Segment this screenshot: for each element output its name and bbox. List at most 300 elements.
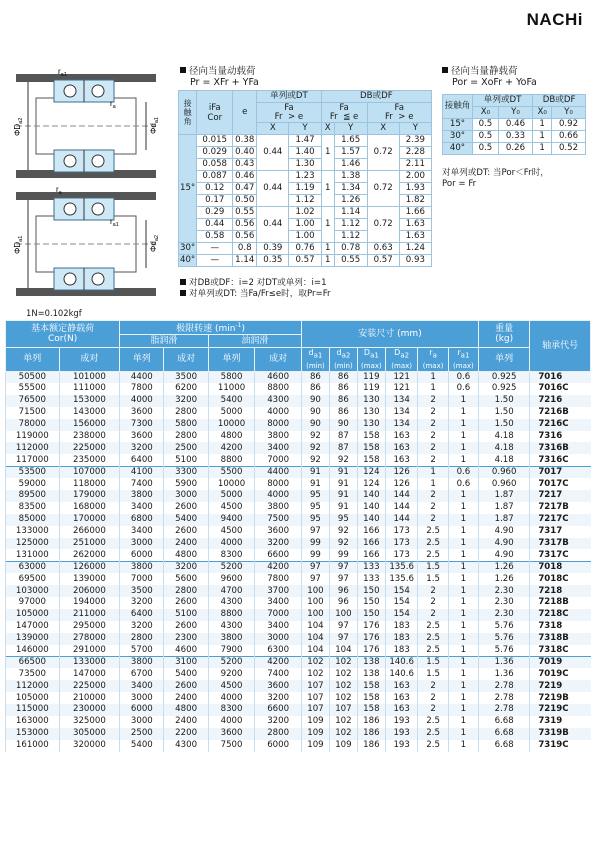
- dynamic-cell: 1: [321, 207, 334, 243]
- table-cell: 100: [329, 609, 357, 621]
- dynamic-cell: 1.00: [289, 231, 321, 243]
- dynamic-cell: 1.46: [334, 159, 367, 171]
- bearing-code-cell: 7218B: [530, 597, 591, 609]
- table-cell: 99: [301, 538, 329, 550]
- table-cell: 5000: [208, 490, 255, 502]
- hdr-x: X: [321, 123, 334, 135]
- table-cell: 5100: [164, 609, 208, 621]
- table-cell: 6.68: [479, 716, 530, 728]
- table-cell: 4600: [255, 371, 302, 383]
- table-cell: 325000: [59, 716, 120, 728]
- table-cell: 5.76: [479, 645, 530, 657]
- table-cell: 2.78: [479, 692, 530, 704]
- table-row: [6, 454, 591, 466]
- table-cell: 6800: [120, 514, 164, 526]
- table-row: [6, 538, 591, 550]
- table-cell: 4.90: [479, 526, 530, 538]
- table-cell: 2.78: [479, 704, 530, 716]
- table-cell: 7400: [255, 668, 302, 680]
- table-cell: 3200: [120, 597, 164, 609]
- table-cell: 90: [301, 395, 329, 407]
- table-row: [6, 561, 591, 573]
- table-row: [6, 502, 591, 514]
- table-cell: 97000: [6, 597, 60, 609]
- table-cell: 5400: [164, 668, 208, 680]
- bearing-code-cell: 7218C: [530, 609, 591, 621]
- hdr-fa-fr-gt-2: Fa Fr > e: [367, 103, 431, 123]
- table-cell: 107000: [59, 466, 120, 478]
- table-row: [6, 704, 591, 716]
- bearing-code-cell: 7217: [530, 490, 591, 502]
- dynamic-row: [179, 255, 432, 267]
- table-cell: 3600: [120, 407, 164, 419]
- table-row: [6, 621, 591, 633]
- table-cell: 3200: [255, 692, 302, 704]
- table-cell: 3600: [255, 680, 302, 692]
- table-cell: 3500: [164, 371, 208, 383]
- bearing-code-cell: 7016: [530, 371, 591, 383]
- table-cell: 0.6: [448, 478, 478, 490]
- dynamic-cell: 2.00: [399, 171, 431, 183]
- table-cell: 97: [329, 561, 357, 573]
- table-cell: 104: [329, 645, 357, 657]
- table-cell: 5.76: [479, 633, 530, 645]
- table-cell: 102: [329, 668, 357, 680]
- bearing-code-cell: 7318C: [530, 645, 591, 657]
- table-cell: 4200: [255, 561, 302, 573]
- static-cell: 0.92: [552, 119, 586, 131]
- table-row: [6, 656, 591, 668]
- hdr-single: 单列: [6, 348, 60, 372]
- table-cell: 102: [329, 692, 357, 704]
- table-cell: 238000: [59, 431, 120, 443]
- static-cell: 0.5: [473, 143, 499, 155]
- table-cell: 183: [385, 645, 418, 657]
- table-cell: 96: [329, 597, 357, 609]
- table-cell: 183: [385, 621, 418, 633]
- table-cell: 147000: [6, 621, 60, 633]
- table-cell: 1: [418, 466, 448, 478]
- table-row: [6, 728, 591, 740]
- table-cell: 126000: [59, 561, 120, 573]
- table-cell: 4800: [208, 431, 255, 443]
- table-row: [6, 549, 591, 561]
- dynamic-cell: 0.058: [197, 159, 233, 171]
- table-cell: 1.87: [479, 490, 530, 502]
- table-cell: 4.18: [479, 454, 530, 466]
- table-cell: 150: [357, 597, 385, 609]
- label-Da1: $\Phi D_{a1}$: [13, 235, 24, 254]
- dynamic-cell: 1.57: [334, 147, 367, 159]
- dynamic-cell: 0.50: [233, 195, 257, 207]
- table-cell: 2400: [164, 538, 208, 550]
- dynamic-cell: 1.93: [399, 183, 431, 195]
- table-cell: 1: [448, 431, 478, 443]
- dynamic-cell: 0.44: [257, 171, 289, 207]
- table-cell: 2: [418, 597, 448, 609]
- table-cell: 4700: [208, 585, 255, 597]
- table-cell: 126: [385, 478, 418, 490]
- table-cell: 131000: [6, 549, 60, 561]
- table-cell: 119000: [6, 431, 60, 443]
- table-cell: 3600: [255, 526, 302, 538]
- dynamic-cell: 1.47: [289, 135, 321, 147]
- table-cell: 112000: [6, 680, 60, 692]
- table-row: [6, 478, 591, 490]
- hdr-Da2: $D_{a2}$ (max): [385, 348, 418, 372]
- table-cell: 5800: [208, 371, 255, 383]
- table-cell: 2800: [120, 633, 164, 645]
- dynamic-cell: 2.39: [399, 135, 431, 147]
- label-da1: $\Phi d_{a1}$: [149, 117, 160, 134]
- table-cell: 3800: [255, 502, 302, 514]
- dynamic-cell: 0.47: [233, 183, 257, 195]
- dynamic-row: [179, 171, 432, 183]
- table-cell: 130: [357, 419, 385, 431]
- table-row: [6, 716, 591, 728]
- table-cell: 89500: [6, 490, 60, 502]
- bearing-code-cell: 7016C: [530, 383, 591, 395]
- table-cell: 133000: [59, 656, 120, 668]
- hdr-ra1: $r_{a1}$ (max): [448, 348, 478, 372]
- table-cell: 90: [301, 407, 329, 419]
- hdr-fa-fr-gt: Fa Fr > e: [257, 103, 321, 123]
- table-cell: 115000: [6, 704, 60, 716]
- table-cell: 1: [448, 561, 478, 573]
- table-cell: 1.26: [479, 573, 530, 585]
- table-cell: 104: [301, 621, 329, 633]
- table-cell: 1: [448, 526, 478, 538]
- table-cell: 99: [329, 549, 357, 561]
- bearing-code-cell: 7019C: [530, 668, 591, 680]
- hdr-db-df: DB或DF: [321, 91, 431, 103]
- bearing-code-cell: 7017C: [530, 478, 591, 490]
- table-cell: 235000: [59, 454, 120, 466]
- table-cell: 3200: [164, 561, 208, 573]
- bearing-code-cell: 7216C: [530, 419, 591, 431]
- hdr-y: Y: [399, 123, 431, 135]
- table-cell: 135.6: [385, 573, 418, 585]
- table-cell: 1: [448, 502, 478, 514]
- table-cell: 91: [329, 466, 357, 478]
- table-cell: 8000: [255, 419, 302, 431]
- table-cell: 1: [448, 716, 478, 728]
- table-cell: 4800: [164, 704, 208, 716]
- static-cell: 0.5: [473, 119, 499, 131]
- hdr-db-df: DB或DF: [533, 95, 586, 107]
- table-cell: 130: [357, 407, 385, 419]
- bearing-code-cell: 7218: [530, 585, 591, 597]
- table-cell: 53500: [6, 466, 60, 478]
- table-cell: 86: [329, 383, 357, 395]
- table-cell: 139000: [6, 633, 60, 645]
- table-cell: 3400: [255, 597, 302, 609]
- dynamic-cell: 1.82: [399, 195, 431, 207]
- dynamic-cell: 1: [321, 171, 334, 207]
- table-cell: 193: [385, 716, 418, 728]
- dynamic-cell: 0.40: [233, 147, 257, 159]
- table-cell: 150: [357, 609, 385, 621]
- table-cell: 1.36: [479, 668, 530, 680]
- table-cell: 85000: [6, 514, 60, 526]
- table-cell: 138: [357, 656, 385, 668]
- table-cell: 86: [329, 371, 357, 383]
- table-cell: 1: [448, 656, 478, 668]
- hdr-single: 单列: [208, 348, 255, 372]
- label-ra1: $r_{a1}$: [110, 217, 119, 228]
- table-cell: 135.6: [385, 561, 418, 573]
- table-cell: 5.76: [479, 621, 530, 633]
- table-cell: 86: [329, 395, 357, 407]
- dynamic-cell: 0.015: [197, 135, 233, 147]
- table-cell: 3800: [208, 633, 255, 645]
- table-cell: 2800: [164, 431, 208, 443]
- table-cell: 1: [448, 395, 478, 407]
- table-cell: 91: [329, 478, 357, 490]
- table-cell: 2: [418, 442, 448, 454]
- table-cell: 10000: [208, 478, 255, 490]
- table-cell: 91: [301, 466, 329, 478]
- table-cell: 3200: [164, 395, 208, 407]
- dynamic-cell: 0.57: [289, 255, 321, 267]
- table-cell: 95: [301, 502, 329, 514]
- table-cell: 134: [385, 407, 418, 419]
- table-cell: 104: [301, 633, 329, 645]
- dynamic-cell: 0.44: [257, 207, 289, 243]
- table-cell: 2.5: [418, 633, 448, 645]
- table-cell: 83500: [6, 502, 60, 514]
- table-cell: 1: [448, 645, 478, 657]
- static-row: [443, 131, 586, 143]
- bullet-icon: [180, 290, 186, 296]
- dynamic-cell: —: [197, 243, 233, 255]
- hdr-weight: 重量 (kg): [479, 321, 530, 348]
- table-cell: 291000: [59, 645, 120, 657]
- table-cell: 150: [357, 585, 385, 597]
- dynamic-cell: 0.029: [197, 147, 233, 159]
- table-cell: 3400: [120, 526, 164, 538]
- table-cell: 158: [357, 680, 385, 692]
- static-cell: 1: [533, 131, 552, 143]
- static-cell: 1: [533, 143, 552, 155]
- table-cell: 55500: [6, 383, 60, 395]
- table-cell: 87: [329, 431, 357, 443]
- hdr-pair: 成对: [164, 348, 208, 372]
- table-cell: 1.5: [418, 668, 448, 680]
- table-cell: 262000: [59, 549, 120, 561]
- table-cell: 6400: [120, 609, 164, 621]
- table-cell: 95: [329, 514, 357, 526]
- table-cell: 1.26: [479, 561, 530, 573]
- table-row: [6, 645, 591, 657]
- table-cell: 2.5: [418, 526, 448, 538]
- table-cell: 119: [357, 371, 385, 383]
- table-cell: 11000: [208, 383, 255, 395]
- dynamic-cell: 0.35: [257, 255, 289, 267]
- table-cell: 2: [418, 680, 448, 692]
- table-cell: 3400: [120, 502, 164, 514]
- dynamic-cell: 1.14: [334, 207, 367, 219]
- table-cell: 4000: [208, 716, 255, 728]
- table-cell: 5600: [164, 573, 208, 585]
- label-da2: $\Phi d_{a2}$: [149, 235, 160, 252]
- dynamic-row: [179, 243, 432, 255]
- table-cell: 9400: [208, 514, 255, 526]
- table-cell: 2400: [164, 716, 208, 728]
- table-row: [6, 526, 591, 538]
- table-cell: 186: [357, 716, 385, 728]
- dynamic-cell: 0.44: [197, 219, 233, 231]
- table-cell: 8300: [208, 549, 255, 561]
- table-cell: 173: [385, 526, 418, 538]
- bearing-code-cell: 7319: [530, 716, 591, 728]
- table-cell: 211000: [59, 609, 120, 621]
- table-cell: 2.78: [479, 680, 530, 692]
- bearing-diagram-back-to-back: [6, 180, 166, 308]
- table-cell: 186: [357, 728, 385, 740]
- table-cell: 1: [448, 419, 478, 431]
- table-cell: 166: [357, 526, 385, 538]
- table-cell: 176: [357, 621, 385, 633]
- table-cell: 1: [418, 478, 448, 490]
- hdr-install: 安装尺寸 (mm): [301, 321, 478, 348]
- dynamic-cell: 30°: [180, 243, 196, 253]
- hdr-Da1: $D_{a1}$ (max): [357, 348, 385, 372]
- table-cell: 96: [329, 585, 357, 597]
- table-cell: 225000: [59, 442, 120, 454]
- table-cell: 5800: [164, 419, 208, 431]
- bearing-code-cell: 7317C: [530, 549, 591, 561]
- table-row: [6, 371, 591, 383]
- hdr-pair: 成对: [255, 348, 302, 372]
- table-cell: 102: [329, 728, 357, 740]
- table-cell: 117000: [6, 454, 60, 466]
- table-cell: 87: [329, 442, 357, 454]
- table-cell: 92: [301, 442, 329, 454]
- dynamic-cell: 1.12: [289, 195, 321, 207]
- table-cell: 2: [418, 502, 448, 514]
- table-cell: 0.960: [479, 478, 530, 490]
- table-cell: 2: [418, 609, 448, 621]
- table-cell: 6400: [120, 454, 164, 466]
- table-cell: 1: [448, 514, 478, 526]
- table-cell: 102: [329, 680, 357, 692]
- table-cell: 97: [329, 633, 357, 645]
- dynamic-cell: 1.34: [334, 183, 367, 195]
- table-cell: 2200: [164, 728, 208, 740]
- bullet-icon: [180, 67, 186, 73]
- hdr-y: Y: [289, 123, 321, 135]
- table-cell: 3800: [255, 431, 302, 443]
- bearing-code-cell: 7219B: [530, 692, 591, 704]
- table-cell: 3600: [120, 431, 164, 443]
- table-cell: 7800: [255, 573, 302, 585]
- dynamic-cell: 1.63: [399, 219, 431, 231]
- table-cell: 1.5: [418, 656, 448, 668]
- table-cell: 78000: [6, 419, 60, 431]
- bearing-code-cell: 7317B: [530, 538, 591, 550]
- table-cell: 100: [301, 609, 329, 621]
- static-cell: 0.5: [473, 131, 499, 143]
- hdr-e: e: [233, 91, 257, 135]
- table-cell: 3000: [255, 633, 302, 645]
- table-row: [6, 633, 591, 645]
- dynamic-row: [179, 207, 432, 219]
- table-cell: 2500: [120, 728, 164, 740]
- table-cell: 118000: [59, 478, 120, 490]
- label-ra: $r_a$: [56, 185, 62, 196]
- table-cell: 1: [448, 692, 478, 704]
- table-cell: 7500: [208, 740, 255, 752]
- table-cell: 4.90: [479, 538, 530, 550]
- table-cell: 5700: [120, 645, 164, 657]
- table-cell: 158: [357, 704, 385, 716]
- table-cell: 163: [385, 454, 418, 466]
- table-cell: 6000: [120, 549, 164, 561]
- table-cell: 143000: [59, 407, 120, 419]
- table-cell: 2.30: [479, 609, 530, 621]
- label-ra1: $r_{a1}$: [58, 67, 67, 78]
- table-cell: 8800: [208, 609, 255, 621]
- table-cell: 95: [301, 514, 329, 526]
- table-cell: 91: [329, 490, 357, 502]
- table-cell: 156000: [59, 419, 120, 431]
- static-row: [443, 143, 586, 155]
- dynamic-cell: 1.40: [289, 147, 321, 159]
- table-row: [6, 383, 591, 395]
- table-cell: 5400: [208, 395, 255, 407]
- table-cell: 2600: [164, 621, 208, 633]
- table-cell: 154: [385, 585, 418, 597]
- dynamic-cell: 0.55: [334, 255, 367, 267]
- table-cell: 73500: [6, 668, 60, 680]
- table-cell: 4200: [208, 442, 255, 454]
- table-cell: 140: [357, 514, 385, 526]
- label-Da2: $\Phi D_{a2}$: [13, 117, 24, 136]
- table-cell: 3200: [120, 621, 164, 633]
- table-cell: 6300: [255, 645, 302, 657]
- table-cell: 6600: [255, 549, 302, 561]
- static-notes: 对单列或DT: 当Por＜Fr时， Por = Fr: [442, 168, 549, 190]
- static-cell: 1: [533, 119, 552, 131]
- dynamic-cell: 1.19: [289, 183, 321, 195]
- table-cell: 97: [301, 573, 329, 585]
- table-cell: 107: [301, 704, 329, 716]
- table-cell: 1: [448, 490, 478, 502]
- table-cell: 97: [301, 526, 329, 538]
- table-cell: 154: [385, 597, 418, 609]
- table-cell: 9200: [208, 668, 255, 680]
- table-cell: 102: [301, 668, 329, 680]
- table-row: [6, 514, 591, 526]
- table-cell: 5200: [208, 561, 255, 573]
- dynamic-cell: 40°: [180, 255, 196, 265]
- table-cell: 5500: [208, 466, 255, 478]
- unit-note: 1N=0.102kgf: [26, 308, 82, 318]
- table-cell: 3400: [255, 442, 302, 454]
- table-cell: 92: [329, 454, 357, 466]
- table-cell: 4500: [208, 526, 255, 538]
- table-cell: 2: [418, 704, 448, 716]
- angle-cell: 15°: [179, 135, 197, 243]
- table-cell: 140.6: [385, 656, 418, 668]
- table-cell: 158: [357, 442, 385, 454]
- hdr-y: Y: [334, 123, 367, 135]
- hdr-static-load: 基本额定静载荷 Cor(N): [6, 321, 120, 348]
- table-row: [6, 740, 591, 752]
- bearing-code-cell: 7318: [530, 621, 591, 633]
- label-ra: $r_a$: [110, 99, 116, 110]
